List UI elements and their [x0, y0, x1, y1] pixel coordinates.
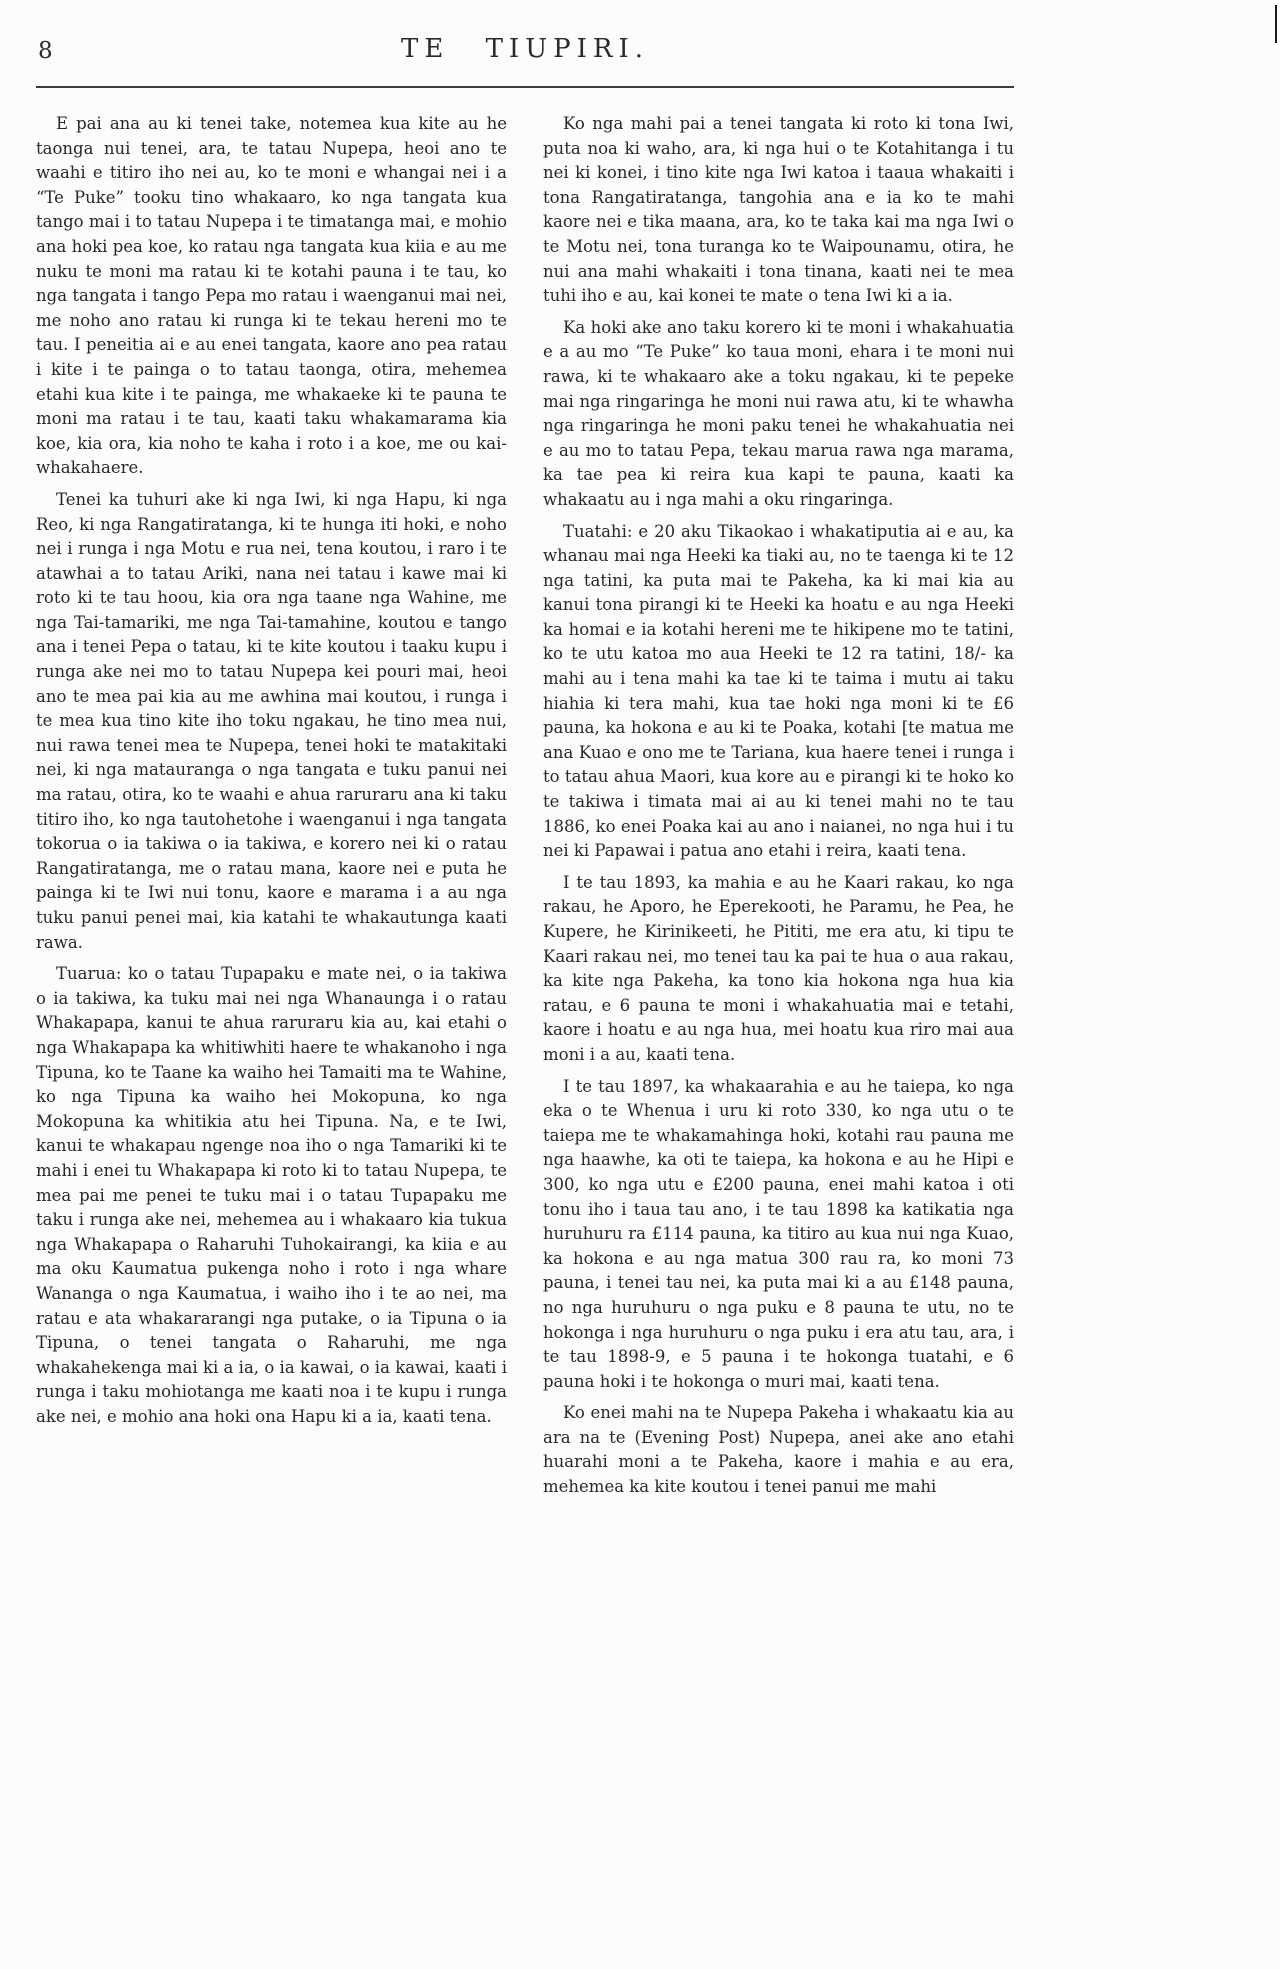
paragraph: I te tau 1893, ka mahia e au he Kaari rakau, ko nga rakau, he Aporo, he Eperekooti, he Paramu, he Pea, he Kupere, he Kirinikeeti, he Pititi, me era atu, ki tipu te Kaari rakau nei, mo tenei tau ka pai te hua o aua rakau, ka kite nga Pakeha, ka tono kia hokona nga hua kia ratau, e 6 pauna te moni i whakahuatia mai e tetahi, kaore i hoatu e au nga hua, mei hoatu kua riro mai aua moni i a au, kaati tena.: [543, 872, 1014, 1064]
paragraph: I te tau 1897, ka whakaarahia e au he taiepa, ko nga eka o te Whenua i uru ki roto 330, ko nga utu o te taiepa me te whakamahinga hoki, kotahi rau pauna me nga haawhe, ka oti te taiepa, ka hokona e au he Hipi e 300, ko nga utu e £200 pauna, enei mahi katoa i oti tonu iho i taua tau ano, i te tau 1898 ka katikatia nga huruhuru ra £114 pauna, ka titiro au kua nui nga Kuao, ka hokona e au nga matua 300 rau ra, ko moni 73 pauna, i tenei tau nei, ka puta mai ki a au £148 pauna, no nga huruhuru o nga puku e 8 pauna te utu, no te hokonga i nga huruhuru o nga puku i era atu tau, ara, i te tau 1898-9, e 5 pauna i te hokonga tuatahi, e 6 pauna hoki i te hokonga o muri mai, kaati tena.: [543, 1076, 1014, 1391]
header-rule: [36, 86, 1014, 88]
paragraph: Ka hoki ake ano taku korero ki te moni i whakahuatia e a au mo “Te Puke” ko taua moni, ehara i te moni nui rawa, ki te whakaaro ake a toku ngakau, ki te pepeke mai nga ringaringa he moni nui rawa atu, ki te whawha nga ringaringa he moni paku tenei he whakahuatia nei e au mo to tatau Pepa, tekau marua rawa nga marama, ka tae pea ki reira kua kapi te pauna, kaati ka whakaatu au i nga mahi a oku ringaringa.: [543, 317, 1014, 509]
paragraph: Ko nga mahi pai a tenei tangata ki roto ki tona Iwi, puta noa ki waho, ara, ki nga hui o te Kotahitanga i tu nei ki konei, i tino kite nga Iwi katoa i taaua whakaiti i tona Rangatiratanga, tangohia ana e ia ko te mahi kaore nei e tika maana, ara, ko te taka kai ma nga Iwi o te Motu nei, tona turanga ko te Waipounamu, otira, he nui ana mahi whakaiti i tona tinana, kaati nei te mea tuhi iho e au, kai konei te mate o tena Iwi ki a ia.: [543, 114, 1014, 306]
scan-artifact: [1275, 5, 1277, 43]
paragraph: Tuatahi: e 20 aku Tikaokao i whakatiputia ai e au, ka whanau mai nga Heeki ka tiaki au, no te taenga ki te 12 nga tatini, ka puta mai te Pakeha, ka ki mai kia au kanui tona pirangi ki te Heeki ka hoatu e au nga Heeki ka homai e ia kotahi hereni me te hikipene mo te tatini, ko te utu katoa mo aua Heeki te 12 ra tatini, 18/- ka mahi au i tena mahi ka tae ki te taima i mutu ai taku hiahia ki tera mahi, kua tae hoki nga moni ki te £6 pauna, ka hokona e au ki te Poaka, kotahi [te matua me ana Kuao e ono me te Tariana, kua haere tenei i runga i to tatau ahua Maori, kua kore au e pirangi ki te hoko ko te takiwa i timata mai ai au ki tenei mahi no te tau 1886, ko enei Poaka kai au ano i naianei, no nga hui i tu nei ki Papawai i patua ano etahi i reira, kaati tena.: [543, 521, 1014, 861]
page-header: [36, 30, 1014, 74]
newspaper-title: TE TIUPIRI.: [401, 34, 649, 64]
article-columns: [36, 112, 1014, 1507]
paragraph: Tenei ka tuhuri ake ki nga Iwi, ki nga Hapu, ki nga Reo, ki nga Rangatiratanga, ki te hunga iti hoki, e noho nei i runga i nga Motu e rua nei, tena koutou, i raro i te atawhai a to tatau Ariki, nana nei tatau i kawe mai ki roto ki te tau hoou, kia ora nga taane nga Wahine, me nga Tai-tamariki, me nga Tai-tamahine, koutou e tango ana i tenei Pepa o tatau, ki te kite koutou i taaku kupu i runga ake nei mo to tatau Nupepa kei pouri mai, heoi ano te mea pai kia au me awhina mai koutou, i runga i te mea kua tino kite iho toku ngakau, he tino mea nui, nui rawa tenei mea te Nupepa, tenei hoki te matakitaki nei, ki nga matauranga o nga tangata e tuku panui nei ma ratau, otira, ko te waahi e ahua raruraru ana ki taku titiro iho, ko nga tautohetohe i waenganui i nga tangata tokorua o ia takiwa o ia takiwa, e korero nei ki o ratau Rangatiratanga, me o ratau mana, kaore nei e puta he painga ki te Iwi nui tonu, kaore e marama i a au nga tuku panui penei mai, kia katahi te whakautunga kaati rawa.: [36, 489, 507, 952]
left-column: [36, 112, 507, 1507]
page-number: 8: [38, 38, 53, 64]
page-content: [36, 30, 1014, 1507]
right-column: [543, 112, 1014, 1507]
paragraph: Tuarua: ko o tatau Tupapaku e mate nei, o ia takiwa o ia takiwa, ka tuku mai nei nga Whanaunga i o ratau Whakapapa, kanui te ahua raruraru kia au, kai etahi o nga Whakapapa ka whitiwhiti haere te whakanoho i nga Tipuna, ko te Taane ka waiho hei Tamaiti ma te Wahine, ko nga Tipuna ka waiho hei Mokopuna, ko nga Mokopuna ka whitikia atu hei Tipuna. Na, e te Iwi, kanui te whakapau ngenge noa iho o nga Tamariki ki te mahi i enei tu Whakapapa ki roto ki to tatau Nupepa, te mea pai me penei te tuku mai i o tatau Tupapaku me taku i runga ake nei, mehemea au i whakaaro kia tukua nga Whakapapa o Raharuhi Tuhokairangi, ka kiia e au ma oku Kaumatua pukenga noho i roto i nga whare Wananga o nga Kaumatua, i waiho iho i te ao nei, ma ratau e ata whakararangi nga putake, o ia Tipuna o ia Tipuna, o tenei tangata o Raharuhi, me nga whakahekenga mai ki a ia, o ia kawai, o ia kawai, kaati i runga i taku mohiotanga me kaati noa i te kupu i runga ake nei, e mohio ana hoki ona Hapu ki a ia, kaati tena.: [36, 964, 507, 1426]
paragraph: Ko enei mahi na te Nupepa Pakeha i whakaatu kia au ara na te (Evening Post) Nupepa, anei ake ano etahi huarahi moni a te Pakeha, kaore i mahia e au era, mehemea ka kite koutou i tenei panui me mahi: [543, 1403, 1014, 1497]
paragraph: E pai ana au ki tenei take, notemea kua kite au he taonga nui tenei, ara, te tatau Nupepa, heoi ano te waahi e titiro iho nei au, ko te moni e whangai nei i a “Te Puke” tooku tino whakaaro, ko nga tangata kua tango mai i to tatau Nupepa i te timatanga mai, e mohio ana hoki pea koe, ko ratau nga tangata kua kiia e au me nuku te moni ma ratau ki te kotahi pauna i te tau, ko nga tangata i tango Pepa mo ratau i waenganui mai nei, me noho ano ratau ki runga ki te tekau hereni mo te tau. I peneitia ai e au enei tangata, kaore ano pea ratau i kite i te painga o to tatau taonga, otira, mehemea etahi kua kite i te painga, me whakaeke ki te pauna te moni ma ratau i te tau, kaati taku whakamarama kia koe, kia ora, kia noho te kaha i roto i a koe, me ou kai-whakahaere.: [36, 114, 507, 478]
